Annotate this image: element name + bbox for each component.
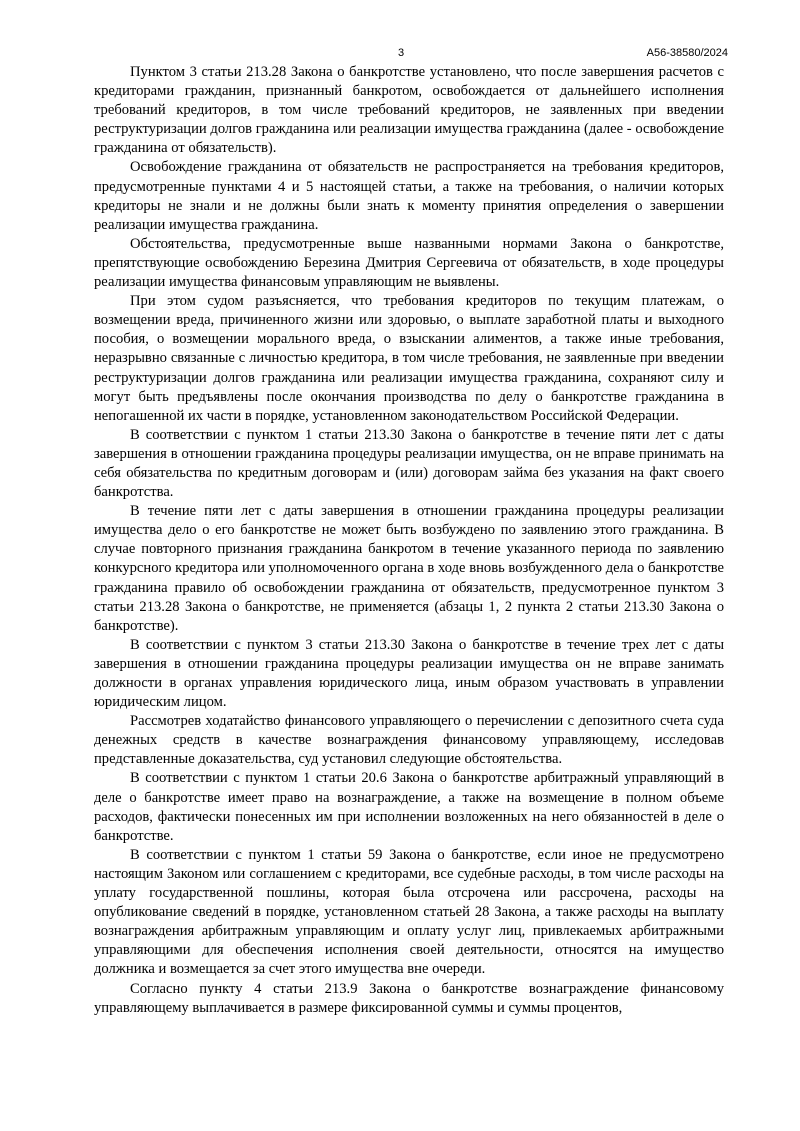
page-number: 3 — [398, 47, 405, 59]
paragraph: Обстоятельства, предусмотренные выше названными нормами Закона о банкротстве, препятствующие освобождению Березина Дмитрия Сергеевича от обязательств, в ходе процедуры реализации имущества финансовым управляющим не выявлены. — [94, 235, 724, 291]
case-number: А56-38580/2024 — [646, 47, 728, 59]
paragraph: В течение пяти лет с даты завершения в отношении гражданина процедуры реализации имущества дело о его банкротстве не может быть возбуждено по заявлению этого гражданина. В случае повторного признания гражданина банкротом в течение указанного периода по заявлению конкурсного кредитора или уполномоченного органа в ходе вновь возбужденного дела о банкротстве гражданина правило об освобождении гражданина от обязательств, предусмотренное пунктом 3 статьи 213.28 Закона о банкротстве, не применяется (абзацы 1, 2 пункта 2 статьи 213.30 Закона о банкротстве). — [94, 503, 724, 634]
paragraph: При этом судом разъясняется, что требования кредиторов по текущим платежам, о возмещении вреда, причиненного жизни или здоровью, о выплате заработной платы и выходного пособия, о возмещении морального вреда, о взыскании алиментов, а также иные требования, неразрывно связанные с личностью кредитора, в том числе требования, не заявленные при введении реструктуризации долгов гражданина или реализации имущества гражданина, сохраняют силу и могут быть предъявлены после окончания производства по делу о банкротстве гражданина в непогашенной их части в порядке, установленном законодательством Российской Федерации. — [94, 293, 724, 424]
paragraph: Рассмотрев ходатайство финансового управляющего о перечислении с депозитного счета суда денежных средств в качестве вознаграждения финансовому управляющему, исследовав представленные доказательства, суд установил следующие обстоятельства. — [94, 713, 724, 768]
paragraph: В соответствии с пунктом 1 статьи 20.6 Закона о банкротстве арбитражный управляющий в деле о банкротстве имеет право на вознаграждение, а также на возмещение в полном объеме расходов, фактически понесенных им при исполнении возложенных на него обязанностей в деле о банкротстве. — [94, 770, 724, 844]
paragraph: Пунктом 3 статьи 213.28 Закона о банкротстве установлено, что после завершения расчетов с кредиторами гражданин, признанный банкротом, освобождается от дальнейшего исполнения требований кредиторов, в том числе требований кредиторов, не заявленных при введении реструктуризации долгов гражданина или реализации имущества гражданина (далее - освобождение гражданина от обязательств). — [94, 64, 724, 157]
paragraph: Освобождение гражданина от обязательств не распространяется на требования кредиторов, предусмотренные пунктами 4 и 5 настоящей статьи, а также на требования, о наличии которых кредиторы не знали и не должны были знать к моменту принятия определения о завершении реализации имущества гражданина. — [94, 159, 724, 233]
paragraph: Согласно пункту 4 статьи 213.9 Закона о банкротстве вознаграждение финансовому управляющему выплачивается в размере фиксированной суммы и суммы процентов, — [94, 980, 724, 1016]
paragraph: В соответствии с пунктом 3 статьи 213.30 Закона о банкротстве в течение трех лет с даты завершения в отношении гражданина процедуры реализации имущества он не вправе занимать должности в органах управления юридического лица, иным образом участвовать в управлении юридическим лицом. — [94, 636, 724, 711]
paragraph: В соответствии с пунктом 1 статьи 213.30 Закона о банкротстве в течение пяти лет с даты завершения в отношении гражданина процедуры реализации имущества, он не вправе принимать на себя обязательства по кредитным договорам и (или) договорам займа без указания на факт своего банкротства. — [94, 426, 724, 501]
document-body — [94, 63, 724, 1018]
paragraph: В соответствии с пунктом 1 статьи 59 Закона о банкротстве, если иное не предусмотрено настоящим Законом или соглашением с кредиторами, все судебные расходы, в том числе расходы на уплату государственной пошлины, которая была отсрочена или рассрочена, расходы на опубликование сведений в порядке, установленном статьей 28 Закона, а также расходы на выплату вознаграждения арбитражным управляющим и оплату услуг лиц, привлекаемых арбитражными управляющими для обеспечения исполнения своей деятельности, относятся на имущество должника и возмещается за счет этого имущества вне очереди. — [94, 846, 724, 978]
